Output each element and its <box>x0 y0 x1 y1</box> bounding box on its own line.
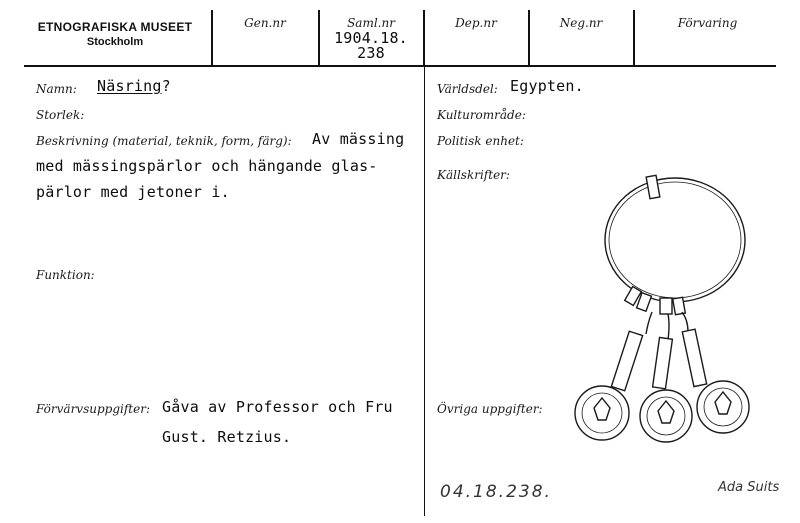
beskrivning-label: Beskrivning (material, teknik, form, färg): <box>36 134 292 148</box>
beskrivning-line3: pärlor med jetoner i. <box>36 183 230 201</box>
funktion-label: Funktion: <box>36 268 95 282</box>
glass-bead <box>611 331 642 390</box>
ring-outer <box>605 178 745 302</box>
gen-nr-label: Gen.nr <box>244 16 286 30</box>
ring-bead <box>673 297 686 314</box>
forvaring-label: Förvaring <box>677 16 738 30</box>
coin-emblem <box>715 392 731 414</box>
gen-nr-cell <box>213 12 317 64</box>
varldsdel-value: Egypten. <box>510 77 584 95</box>
namn-field <box>97 77 171 95</box>
museum-city: Stockholm <box>86 36 144 48</box>
namn-suffix: ? <box>161 77 171 95</box>
ring-bead <box>660 298 672 314</box>
forvarv-line1: Gåva av Professor och Fru <box>162 398 393 416</box>
saml-nr-value-line1: 1904.18. <box>334 29 408 47</box>
glass-bead <box>653 337 673 388</box>
saml-nr-value-line2: 238 <box>357 44 385 62</box>
politisk-enhet-label: Politisk enhet: <box>437 134 524 148</box>
header-rule <box>24 65 776 67</box>
hanging-link <box>668 314 669 340</box>
glass-bead <box>682 329 706 386</box>
namn-label: Namn: <box>36 82 77 96</box>
museum-name: ETNOGRAFISKA MUSEET <box>37 20 193 34</box>
coin-emblem <box>658 401 674 423</box>
coin <box>697 381 749 433</box>
neg-nr-label: Neg.nr <box>559 16 603 30</box>
kallskrifter-label: Källskrifter: <box>437 168 510 182</box>
coin <box>647 397 685 435</box>
varldsdel-label: Världsdel: <box>437 82 498 96</box>
beskrivning-line2: med mässingspärlor och hängande glas- <box>36 157 378 175</box>
saml-nr-cell <box>320 12 422 64</box>
kulturomrade-label: Kulturområde: <box>437 108 526 122</box>
museum-header <box>20 12 210 64</box>
beskrivning-line1: Av mässing <box>312 130 405 148</box>
forvaring-cell <box>635 12 780 64</box>
coin <box>640 390 692 442</box>
namn-value: Näsring <box>97 77 162 95</box>
dep-nr-label: Dep.nr <box>455 16 497 30</box>
artist-signature: Ada Suits <box>718 480 780 495</box>
ring-inner <box>609 182 741 298</box>
dep-nr-cell <box>425 12 527 64</box>
saml-nr-label: Saml.nr <box>347 16 395 30</box>
nose-ring-drawing <box>560 170 770 460</box>
coin <box>704 388 742 426</box>
column-divider <box>424 66 425 516</box>
handwritten-number: 04.18.238. <box>440 482 552 502</box>
hanging-link <box>682 312 688 332</box>
forvarv-label: Förvärvsuppgifter: <box>36 402 150 416</box>
neg-nr-cell <box>530 12 632 64</box>
ovriga-uppgifter-label: Övriga uppgifter: <box>437 402 543 416</box>
storlek-label: Storlek: <box>36 108 85 122</box>
hanging-link <box>646 312 652 334</box>
coin <box>575 386 629 440</box>
ring-clasp <box>646 175 660 198</box>
forvarv-line2: Gust. Retzius. <box>162 428 292 446</box>
coin-emblem <box>594 398 610 420</box>
